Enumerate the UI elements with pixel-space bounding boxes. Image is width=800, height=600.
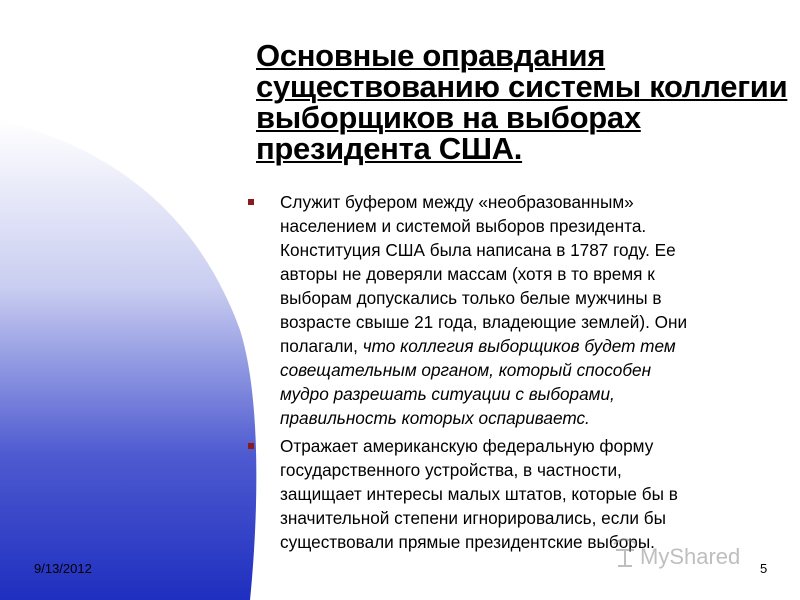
bullet-text-line: значительной степени игнорировались, если бы — [280, 508, 666, 528]
bullet-text-line: Служит буфером между «необразованным» — [280, 192, 634, 212]
bullet-text-line: существовали прямые президентские выборы. — [280, 532, 655, 552]
bullet-text-line — [280, 334, 768, 358]
title-line: выборщиков на выборах — [256, 100, 641, 135]
page-number: 5 — [760, 561, 768, 576]
bullet-text-line: государственного устройства, в частности, — [280, 460, 622, 480]
bullet-list — [248, 190, 768, 558]
bullet-text-line: выборам допускались только белые мужчины в — [280, 288, 662, 308]
square-bullet-icon — [248, 199, 254, 205]
bullet-text-line: защищает интересы малых штатов, которые бы в — [280, 484, 678, 504]
bullet-item — [248, 190, 768, 430]
bullet-italic-text: мудро разрешать ситуации с выборами, — [280, 384, 615, 404]
watermark-text: MyShared — [640, 544, 741, 569]
myshared-watermark-logo — [612, 536, 762, 576]
bullet-text-line: Отражает американскую федеральную форму — [280, 436, 654, 456]
bullet-italic-text: правильность которых оспариваетс. — [280, 408, 590, 428]
title-line: президента США. — [256, 131, 523, 166]
footer-date: 9/13/2012 — [34, 561, 92, 576]
title-line: Основные оправдания — [256, 38, 606, 73]
title-line: существованию системы коллегии — [256, 69, 788, 104]
bullet-text-prefix: полагали, — [280, 336, 363, 356]
slide-title — [256, 38, 788, 166]
bullet-text-line: возрасте свыше 21 года, владеющие землей). Они — [280, 312, 688, 332]
bullet-text-line: авторы не доверяли массам (хотя в то время к — [280, 264, 655, 284]
bullet-italic-text: что коллегия выборщиков будет тем — [362, 336, 676, 356]
bullet-italic-text: совещательным органом, который способен — [280, 360, 652, 380]
square-bullet-icon — [248, 443, 254, 449]
bullet-text-line: населением и системой выборов президента. — [280, 216, 647, 236]
bullet-text-line: Конституция США была написана в 1787 году. Ее — [280, 240, 676, 260]
